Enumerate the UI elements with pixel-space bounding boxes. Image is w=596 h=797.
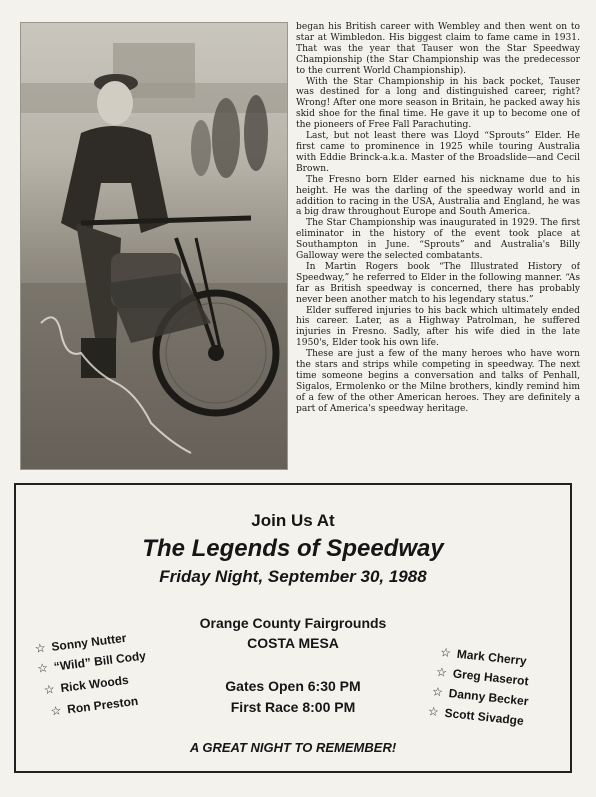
article-paragraph: In Martin Rogers book “The Illustrated History of Speedway,” he referred to Elder in the following manner. “As far as British speedway is concerned, there has probably never been another match to his legendary status.”	[296, 261, 580, 305]
rider-photo-illustration	[21, 23, 287, 469]
rider-name: “Wild” Bill Cody	[53, 648, 147, 674]
ad-venue: Orange County Fairgrounds	[199, 615, 387, 631]
star-icon: ☆	[439, 645, 452, 661]
article-paragraph: Elder suffered injuries to his back which ultimately ended his career. Later, as a Highway Patrolman, he suffered injuries in Fresno. Sadly, after his wife died in the late 1950's, Elder took his own life.	[296, 305, 580, 349]
article-paragraph: Last, but not least there was Lloyd “Sprouts” Elder. He first came to prominence in 1925 while touring Australia with Eddie Brinck-a.k.a. Master of the Broadslide—and Cecil Brown.	[296, 131, 580, 174]
article-paragraph: The Fresno born Elder earned his nickname due to his height. He was the darling of the speedway world and in addition to racing in the USA, Australia and England, he was a big draw throughout Europe and South America.	[296, 174, 580, 218]
star-icon: ☆	[43, 681, 56, 698]
star-icon: ☆	[49, 703, 63, 719]
ad-first-race-time: First Race 8:00 PM	[230, 699, 356, 715]
ad-event-title: The Legends of Speedway	[142, 535, 444, 562]
rider-name: Greg Haserot	[452, 666, 530, 689]
rider-name: Scott Sivadge	[443, 705, 525, 729]
star-icon: ☆	[34, 640, 47, 656]
rider-name: Ron Preston	[66, 693, 139, 717]
ad-tagline: A GREAT NIGHT TO REMEMBER!	[189, 740, 397, 755]
star-icon: ☆	[427, 704, 440, 720]
event-advertisement	[14, 483, 572, 773]
article-paragraph: These are just a few of the many heroes who have worn the stars and strips while competing in speedway. The next time someone begins a conversation and talks of Penhall, Sigalos, Ermolenko or the Milne brothers, kindly remind him of a few of the other American heroes. They are definitely a part of America's speedway heritage.	[296, 349, 580, 414]
star-icon: ☆	[435, 664, 448, 680]
ad-join-heading: Join Us At	[251, 511, 335, 530]
article-paragraph: began his British career with Wembley and then went on to star at Wimbledon. His biggest claim to fame came in 1931. That was the year that Tauser won the Star Speedway Championship (the Star Championship was the predecessor to the current World Championship).	[296, 22, 580, 76]
ad-gates-time: Gates Open 6:30 PM	[225, 678, 361, 694]
rider-photo	[20, 22, 288, 470]
article-paragraph: With the Star Championship in his back pocket, Tauser was destined for a long and distinguished career, right? Wrong! After one more season in Britain, he packed away his skid shoe for the final time. He gave it up to become one of the pioneers of Free Fall Parachuting.	[296, 76, 580, 131]
star-icon: ☆	[36, 660, 49, 676]
ad-event-date: Friday Night, September 30, 1988	[159, 567, 427, 586]
rider-name: Sonny Nutter	[50, 630, 128, 654]
star-icon: ☆	[431, 684, 444, 700]
article-text	[296, 22, 580, 476]
rider-name: Danny Becker	[448, 686, 530, 709]
rider-name: Rick Woods	[59, 672, 130, 696]
ad-city: COSTA MESA	[247, 635, 339, 651]
rider-name: Mark Cherry	[456, 646, 528, 668]
article-paragraph: The Star Championship was inaugurated in 1929. The first eliminator in the history of the event took place at Southampton in June. “Sprouts” and Australia's Billy Galloway were the selected combatants.	[296, 218, 580, 262]
